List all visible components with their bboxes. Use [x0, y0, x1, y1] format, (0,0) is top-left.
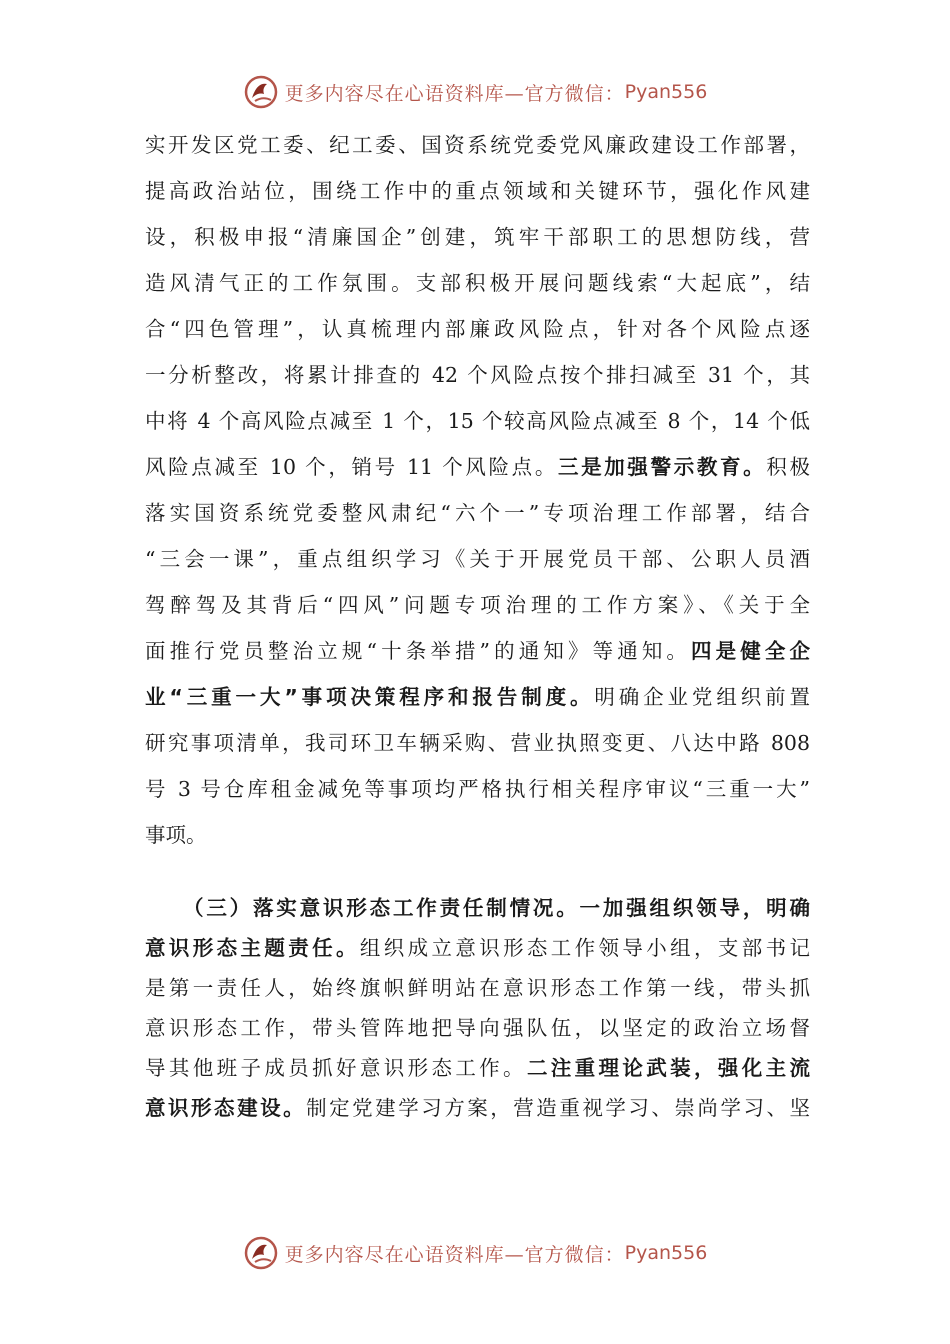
text-line: 意识形态主题责任。组织成立意识形态工作领导小组，支部书记: [145, 936, 811, 960]
text-line: 设，积极申报“清廉国企”创建，筑牢干部职工的思想防线，营: [145, 225, 810, 249]
banner-text: 更多内容尽在心语资料库—官方微信：: [284, 82, 625, 105]
text-line: “三会一课”，重点组织学习《关于开展党员干部、公职人员酒: [145, 547, 810, 571]
logo-icon: [243, 1235, 279, 1271]
document-body: [145, 122, 810, 1128]
text-line: 研究事项清单，我司环卫车辆采购、营业执照变更、八达中路 808: [145, 731, 810, 755]
text-line: 业“三重一大”事项决策程序和报告制度。明确企业党组织前置: [145, 685, 810, 709]
bold-heading: 二注重理论武装，强化主流: [526, 1056, 811, 1080]
text-line: 导其他班子成员抓好意识形态工作。二注重理论武装，强化主流: [145, 1056, 811, 1080]
header-banner: [0, 72, 950, 112]
text-line: 落实国资系统党委整风肃纪“六个一”专项治理工作部署，结合: [145, 501, 810, 525]
text-line: 中将 4 个高风险点减至 1 个，15 个较高风险点减至 8 个，14 个低: [145, 409, 810, 433]
text-line: 提高政治站位，围绕工作中的重点领域和关键环节，强化作风建: [145, 179, 810, 203]
text-line: 号 3 号仓库租金减免等事项均严格执行相关程序审议“三重一大”: [145, 777, 810, 801]
text-line: 事项。: [145, 823, 207, 847]
text-line: 实开发区党工委、纪工委、国资系统党委党风廉政建设工作部署，: [145, 133, 810, 157]
paragraph-gap: [145, 858, 810, 888]
text-line: 风险点减至 10 个，销号 11 个风险点。三是加强警示教育。积极: [145, 455, 810, 479]
logo-icon: [243, 74, 279, 110]
banner-text: 更多内容尽在心语资料库—官方微信：: [284, 1243, 625, 1266]
footer-banner: [0, 1233, 950, 1273]
bold-heading: 三是加强警示教育。: [557, 455, 767, 479]
text-line: 面推行党员整治立规“十条举措”的通知》等通知。四是健全企: [145, 639, 810, 663]
text-line: 意识形态工作，带头管阵地把导向强队伍，以坚定的政治立场督: [145, 1016, 810, 1040]
text-line: 一分析整改，将累计排查的 42 个风险点按个排扫减至 31 个，其: [145, 363, 810, 387]
bold-heading: 意识形态建设。: [145, 1096, 307, 1120]
bold-heading: （三）落实意识形态工作责任制情况。一加强组织领导，明确: [183, 896, 810, 920]
bold-heading: 意识形态主题责任。: [145, 936, 360, 960]
text-line: 意识形态建设。制定党建学习方案，营造重视学习、崇尚学习、坚: [145, 1096, 810, 1120]
wechat-id: Pyan556: [624, 1242, 708, 1264]
section-heading-line: [145, 888, 810, 928]
wechat-id: Pyan556: [624, 81, 708, 103]
text-line: 是第一责任人，始终旗帜鲜明站在意识形态工作第一线，带头抓: [145, 976, 810, 1000]
text-line: 合“四色管理”，认真梳理内部廉政风险点，针对各个风险点逐: [145, 317, 810, 341]
bold-heading: 业“三重一大”事项决策程序和报告制度。: [145, 685, 595, 709]
text-line: 造风清气正的工作氛围。支部积极开展问题线索“大起底”，结: [145, 271, 810, 295]
bold-heading: 四是健全企: [691, 639, 810, 663]
text-line: 驾醉驾及其背后“四风”问题专项治理的工作方案》、《关于全: [145, 593, 810, 617]
